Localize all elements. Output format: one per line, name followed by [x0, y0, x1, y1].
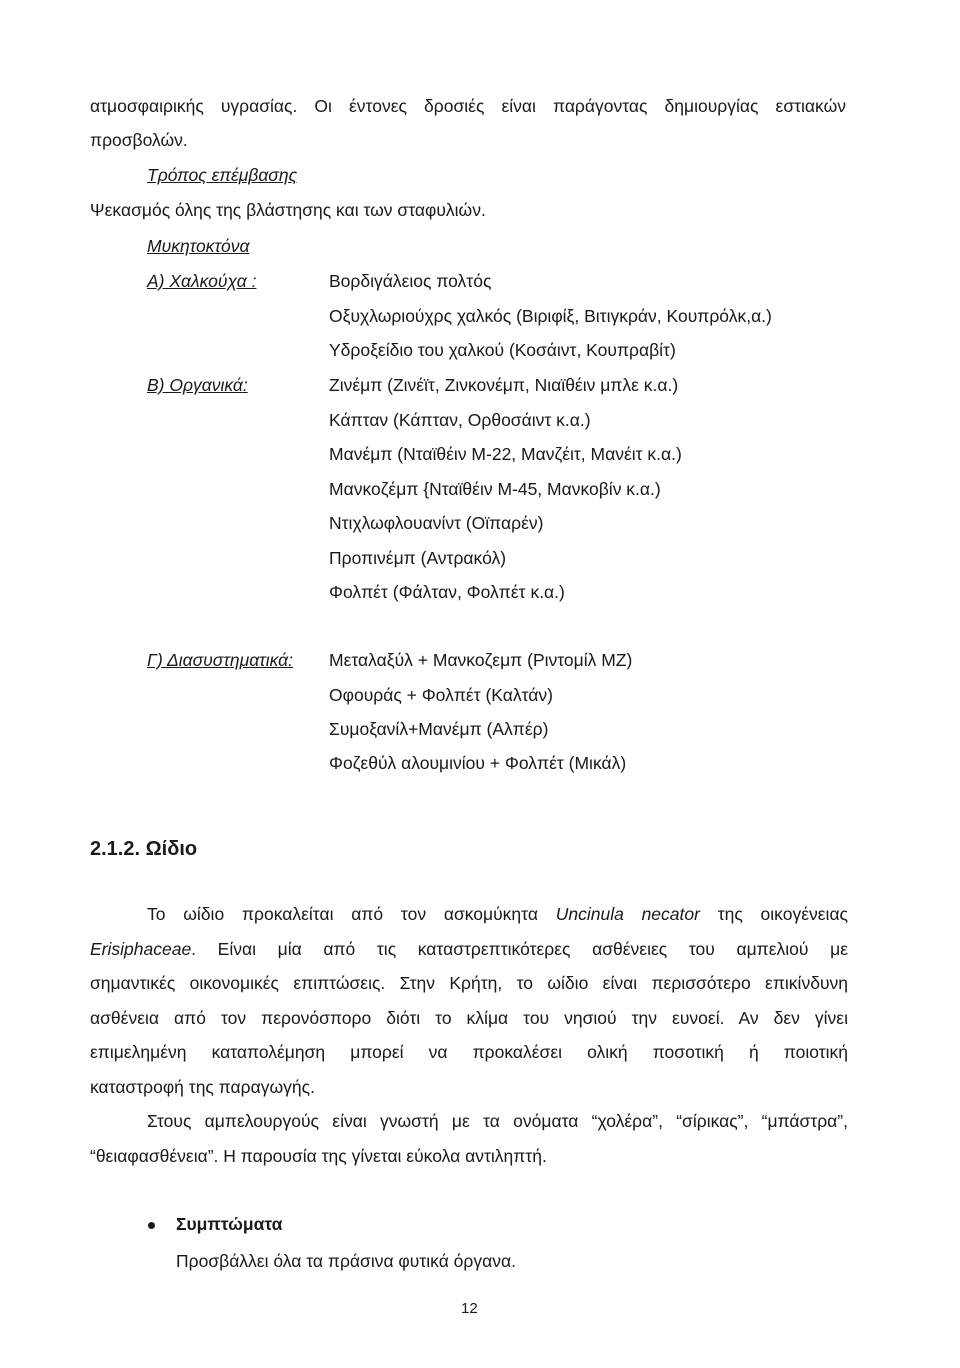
paragraph-text: Το ωίδιο προκαλείται από τον ασκομύκητα — [147, 904, 556, 924]
systemic-item: Συμοξανίλ+Μανέμπ (Αλπέρ) — [329, 719, 549, 739]
organic-item: Κάπταν (Κάπταν, Ορθοσάιντ κ.α.) — [329, 410, 591, 430]
copper-item: Βορδιγάλειος πολτός — [329, 271, 492, 291]
page-number: 12 — [461, 1300, 478, 1317]
systemic-item: Οφουράς + Φολπέτ (Καλτάν) — [329, 685, 553, 705]
organic-item: Ντιχλωφλουανίντ (Οϊπαρέν) — [329, 513, 544, 533]
paragraph-text: της οικογένειας — [699, 904, 848, 924]
application-text: Ψεκασμός όλης της βλάστησης και των σταφυλιών. — [90, 200, 486, 220]
copper-label: Α) Χαλκούχα : — [147, 271, 257, 291]
paragraph-line: Στους αμπελουργούς είναι γνωστή με τα ονόματα “χολέρα”, “σίρικας”, “μπάστρα”, — [147, 1111, 848, 1131]
bullet-icon — [148, 1222, 155, 1229]
species-name: Uncinula necator — [555, 904, 700, 924]
intro-line-2: προσβολών. — [90, 130, 188, 150]
intro-line-1: ατμοσφαιρικής υγρασίας. Οι έντονες δροσιές είναι παράγοντας δημιουργίας εστιακών — [90, 96, 846, 116]
fungicides-title: Μυκητοκτόνα — [147, 236, 250, 256]
paragraph-line: καταστροφή της παραγωγής. — [90, 1077, 315, 1097]
bullet-text: Προσβάλλει όλα τα πράσινα φυτικά όργανα. — [176, 1251, 516, 1271]
copper-item: Υδροξείδιο του χαλκού (Κοσάιντ, Κουπραβίτ) — [329, 340, 676, 360]
paragraph-line: σημαντικές οικονομικές επιπτώσεις. Στην Κρήτη, το ωίδιο είναι περισσότερο επικίνδυνη — [90, 973, 848, 993]
organic-item: Προπινέμπ (Αντρακόλ) — [329, 548, 507, 568]
bullet-title: Συμπτώματα — [176, 1214, 283, 1234]
organic-item: Ζινέμπ (Ζινέϊτ, Ζινκονέμπ, Νιαϊθέιν μπλε κ.α.) — [329, 375, 679, 395]
organic-item: Μανκοζέμπ {Νταϊθέιν Μ-45, Μανκοβίν κ.α.) — [329, 479, 661, 499]
copper-item: Οξυχλωριούχρς χαλκός (Βιριφίξ, Βιτιγκράν, Κουπρόλκ,α.) — [329, 306, 772, 326]
organic-item: Φολπέτ (Φάλταν, Φολπέτ κ.α.) — [329, 582, 565, 602]
paragraph-line — [90, 939, 848, 960]
paragraph-line — [147, 904, 848, 925]
paragraph-line: “θειαφασθένεια”. Η παρουσία της γίνεται εύκολα αντιληπτή. — [90, 1146, 547, 1166]
paragraph-text: . Είναι μία από τις καταστρεπτικότερες ασθένειες του αμπελιού με — [191, 939, 848, 959]
systemic-item: Φοζεθύλ αλουμινίου + Φολπέτ (Μικάλ) — [329, 753, 627, 773]
paragraph-line: ασθένεια από τον περονόσπορο διότι το κλίμα του νησιού την ευνοεί. Αν δεν γίνει — [90, 1008, 848, 1028]
systemic-item: Μεταλαξύλ + Μανκοζεμπ (Ριντομίλ ΜΖ) — [329, 650, 633, 670]
application-title: Τρόπος επέμβασης — [147, 165, 298, 185]
organic-item: Μανέμπ (Νταϊθέιν Μ-22, Μανζέιτ, Μανέιτ κ.α.) — [329, 444, 682, 464]
systemic-label: Γ) Διασυστηματικά: — [147, 650, 293, 670]
organic-label: Β) Οργανικά: — [147, 375, 248, 395]
family-name: Erisiphaceae — [90, 939, 192, 959]
section-heading: 2.1.2. Ωίδιο — [90, 838, 198, 860]
paragraph-line: επιμελημένη καταπολέμηση μπορεί να προκαλέσει ολική ποσοτική ή ποιοτική — [90, 1042, 848, 1062]
